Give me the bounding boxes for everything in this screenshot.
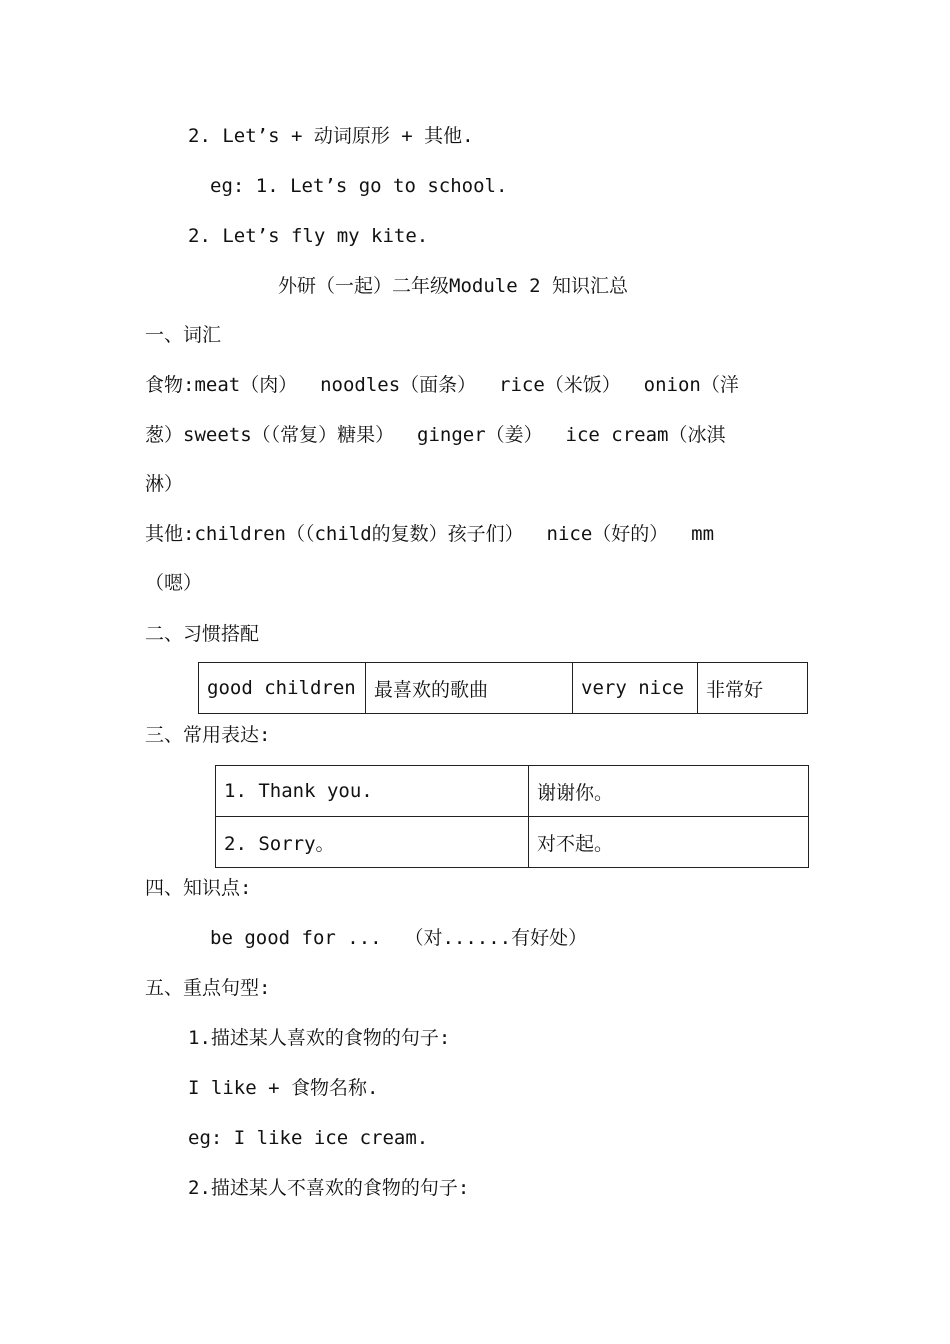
table-cell: 最喜欢的歌曲 xyxy=(366,663,573,714)
table-cell: 非常好 xyxy=(698,663,808,714)
lets-example-2: 2. Let’s fly my kite. xyxy=(188,225,429,247)
table-cell: very nice xyxy=(573,663,698,714)
pattern-item-1: 1.描述某人喜欢的食物的句子: xyxy=(188,1027,451,1049)
pattern-item-1-rule: I like + 食物名称. xyxy=(188,1077,379,1099)
vocab-heading: 一、词汇 xyxy=(145,324,222,346)
pattern-item-1-example: eg: I like ice cream. xyxy=(188,1127,429,1149)
pattern-item-2: 2.描述某人不喜欢的食物的句子: xyxy=(188,1177,470,1199)
collocations-heading: 二、习惯搭配 xyxy=(145,623,260,645)
lets-example-1: eg: 1. Let’s go to school. xyxy=(210,175,508,197)
page-title: 外研（一起）二年级Module 2 知识汇总 xyxy=(278,275,628,297)
table-row xyxy=(216,766,809,817)
knowledge-heading: 四、知识点: xyxy=(145,877,252,899)
knowledge-point: be good for ... （对......有好处） xyxy=(210,927,588,949)
vocab-other-line-2: （嗯） xyxy=(145,572,203,594)
collocations-table xyxy=(198,662,808,714)
table-cell: 谢谢你。 xyxy=(529,766,809,817)
table-row xyxy=(199,663,808,714)
vocab-food-line-2: 葱）sweets（（常复）糖果） ginger（姜） ice cream（冰淇 xyxy=(145,424,726,446)
table-cell: good children xyxy=(199,663,366,714)
table-cell: 对不起。 xyxy=(529,817,809,868)
table-cell: 2. Sorry。 xyxy=(216,817,529,868)
patterns-heading: 五、重点句型: xyxy=(145,977,271,999)
expressions-table xyxy=(215,765,809,868)
vocab-food-line-3: 淋） xyxy=(145,473,184,495)
table-row xyxy=(216,817,809,868)
expressions-heading: 三、常用表达: xyxy=(145,724,271,746)
lets-rule: 2. Let’s + 动词原形 + 其他. xyxy=(188,125,474,147)
vocab-other-line-1: 其他:children（（child的复数）孩子们） nice（好的） mm xyxy=(145,523,715,545)
vocab-food-line-1: 食物:meat（肉） noodles（面条） rice（米饭） onion（洋 xyxy=(145,374,739,396)
table-cell: 1. Thank you. xyxy=(216,766,529,817)
